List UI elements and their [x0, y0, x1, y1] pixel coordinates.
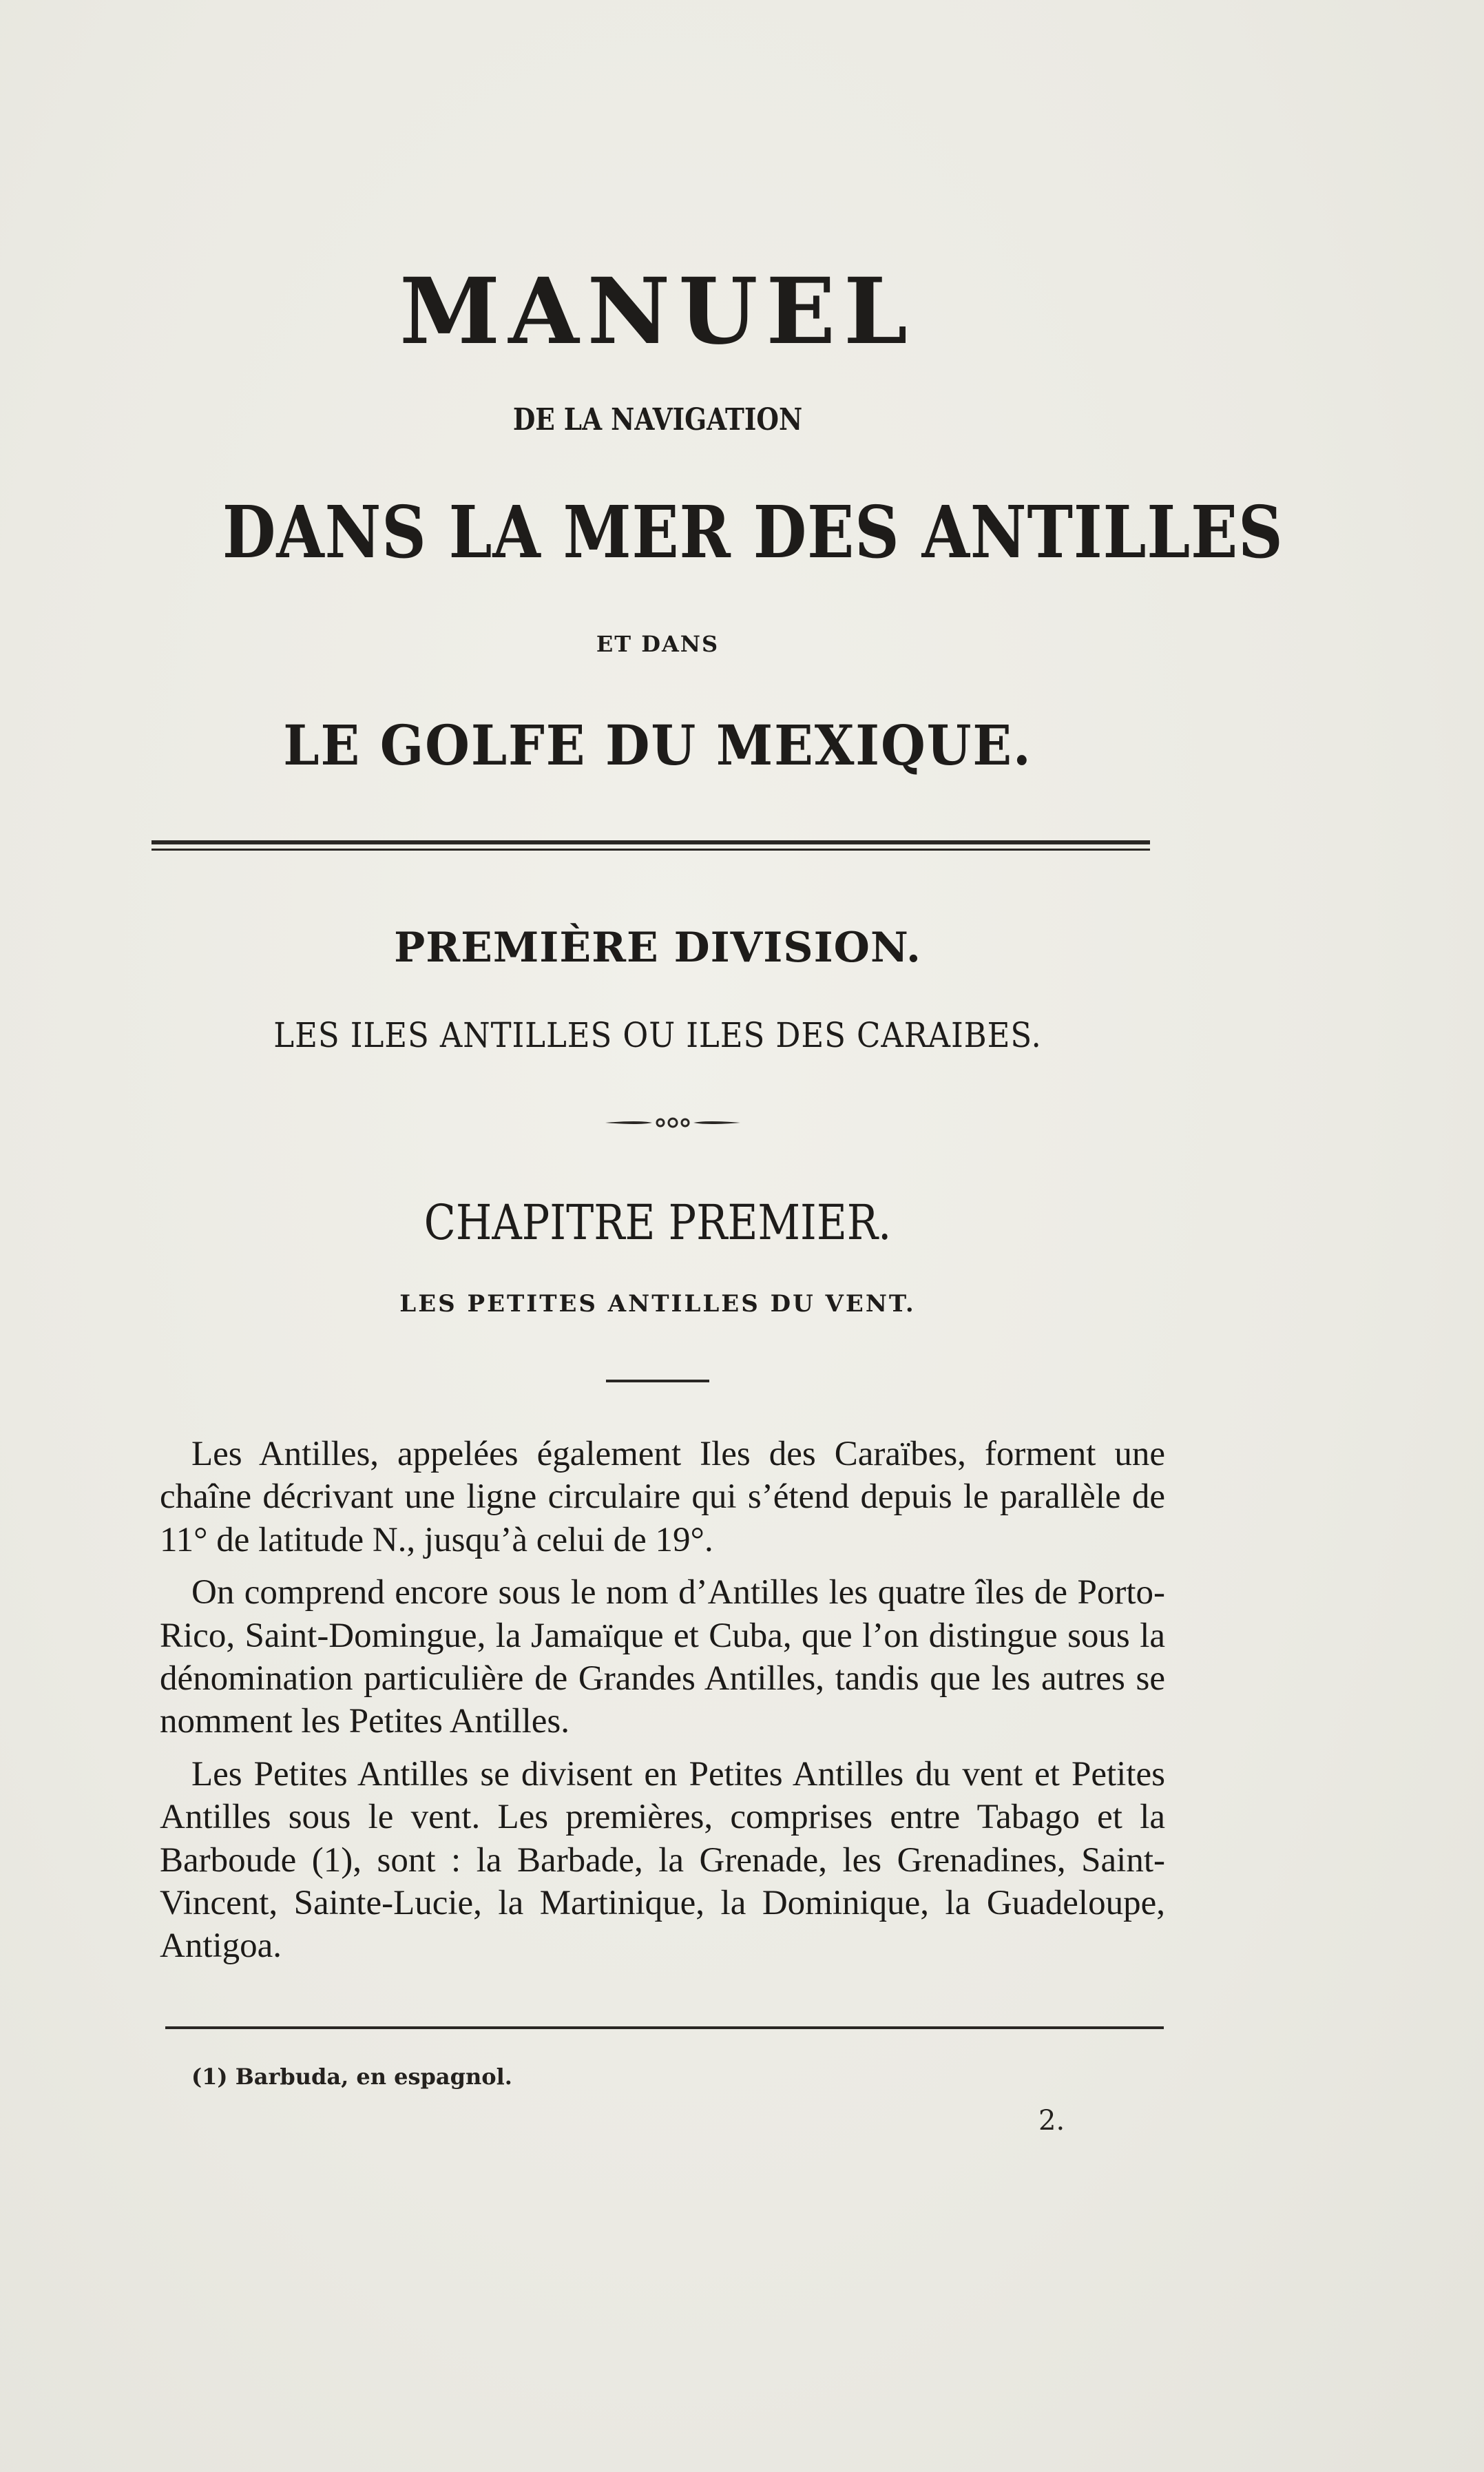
title-line-et-dans: ET DANS [596, 631, 720, 657]
book-title: MANUEL [399, 258, 916, 365]
chapter-rule [606, 1380, 709, 1382]
paragraph: On comprend encore sous le nom d’Antilles les quatre îles de Porto-Rico, Saint-Domingue, la Jamaïque et Cuba, que l’on distingue sous la dénomination particulière de Grandes Antilles, tandis que les autres se nomment les Petites Antilles. [160, 1573, 1165, 1741]
title-double-rule [151, 840, 1150, 851]
rule-thick [151, 840, 1150, 844]
footnote-rule [165, 2026, 1164, 2029]
paragraph: Les Antilles, appelées également Iles des Caraïbes, forment une chaîne décrivant une ligne circulaire qui s’étend depuis le parallèle de 11° de latitude N., jusqu’à celui de 19°. [160, 1435, 1165, 1559]
division-heading: PREMIÈRE DIVISION. [394, 924, 921, 972]
rule-thin [151, 849, 1150, 851]
title-line-golfe: LE GOLFE DU MEXIQUE. [283, 713, 1032, 778]
paragraph: Les Petites Antilles se divisent en Petites Antilles du vent et Petites Antilles sous le vent. Les premières, comprises entre Tabago et la Barboude (1), sont : la Barbade, la Grenade, les Grenadines, Saint-Vincent, Sainte-Lucie, la Martinique, la Dominique, la Guadeloupe, Antigoa. [160, 1754, 1165, 1966]
footnote: (1) Barbuda, en espagnol. [191, 2064, 512, 2090]
body-text [160, 1433, 1165, 1977]
division-subtitle: LES ILES ANTILLES OU ILES DES CARAIBES. [273, 1015, 1042, 1055]
chapter-subtitle: LES PETITES ANTILLES DU VENT. [399, 1290, 916, 1318]
title-line-navigation: DE LA NAVIGATION [512, 402, 803, 437]
signature-mark: 2. [1038, 2105, 1065, 2137]
chapter-heading: CHAPITRE PREMIER. [424, 1194, 892, 1251]
title-line-antilles: DANS LA MER DES ANTILLES [222, 490, 1284, 574]
ornament-divider [604, 1114, 742, 1131]
